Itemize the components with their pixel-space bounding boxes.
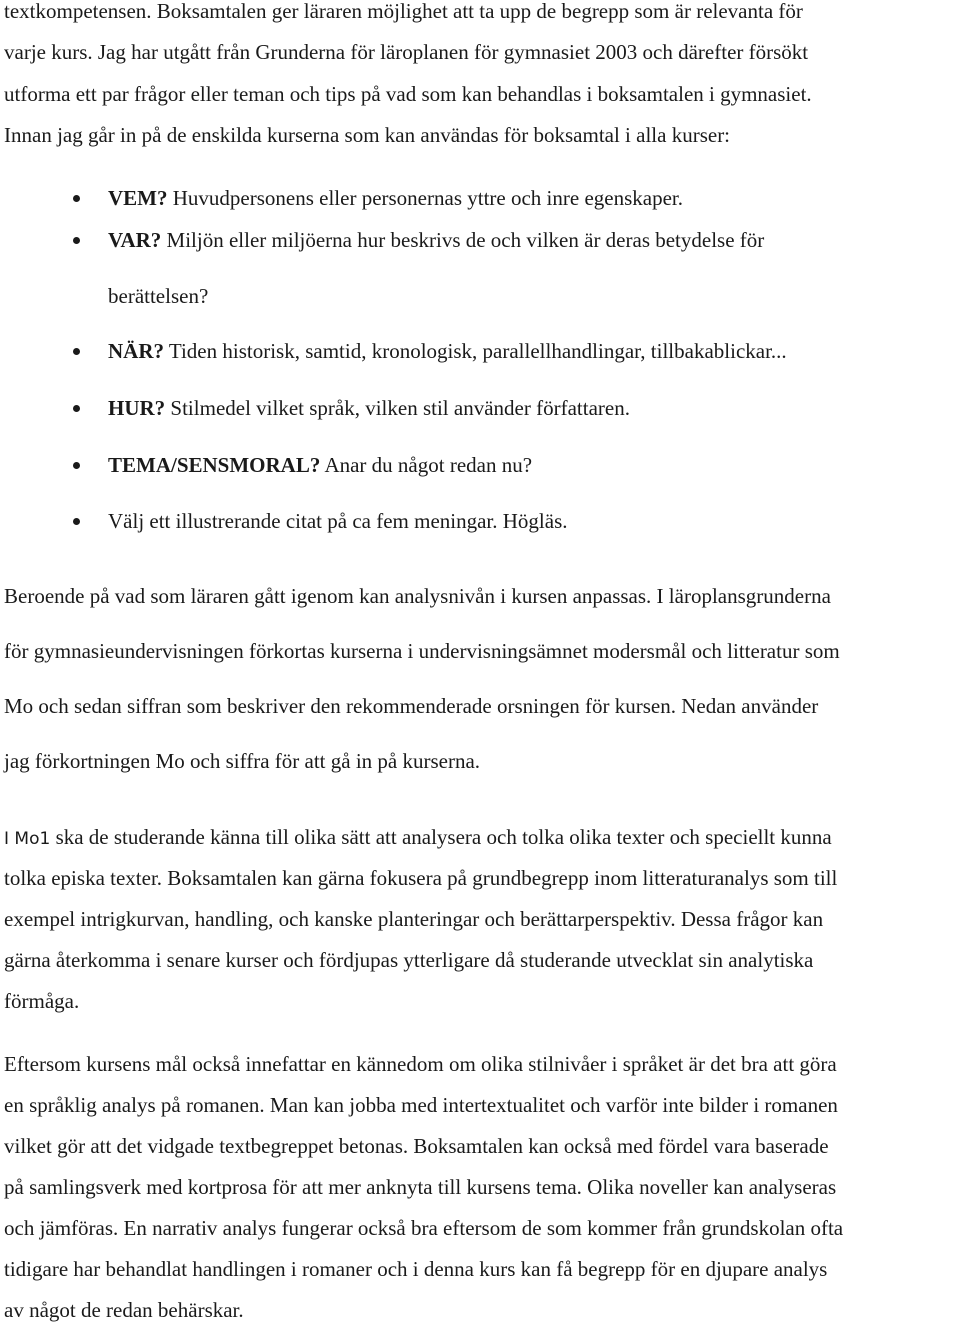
bullet-term: HUR?: [108, 396, 166, 420]
bullet-text: Stilmedel vilket språk, vilken stil använder författaren.: [165, 396, 630, 420]
bullet-item: [108, 511, 568, 532]
bullet-item: [108, 230, 764, 251]
bullet-term: NÄR?: [108, 339, 164, 363]
paragraph-line: förmåga.: [4, 989, 80, 1013]
bullet-text: Anar du något redan nu?: [320, 453, 533, 477]
paragraph-line: av något de redan behärskar.: [4, 1298, 244, 1322]
course-code: I Mo1: [4, 829, 51, 849]
bullet-term: VAR?: [108, 228, 162, 252]
bullet-dot: [73, 348, 80, 355]
paragraph-line: vilket gör att det vidgade textbegreppet betonas. Boksamtalen kan också med fördel vara baserade: [4, 1134, 829, 1158]
intro-line: Innan jag går in på de enskilda kurserna som kan användas för boksamtal i alla kurser:: [4, 123, 731, 147]
paragraph-text: ska de studerande känna till olika sätt att analysera och tolka olika texter och speciellt kunna: [50, 825, 832, 849]
paragraph-line: en språklig analys på romanen. Man kan jobba med intertextualitet och varför inte bilder i romanen: [4, 1093, 838, 1117]
intro-line: utforma ett par frågor eller teman och tips på vad som kan behandlas i boksamtalen i gymnasiet.: [4, 82, 812, 106]
bullet-dot: [73, 518, 80, 525]
bullet-item: [108, 398, 630, 419]
paragraph-line: för gymnasieundervisningen förkortas kurserna i undervisningsämnet modersmål och litteratur som: [4, 639, 840, 663]
paragraph-line: tidigare har behandlat handlingen i romaner och i denna kurs kan få begrepp för en djupare analys: [4, 1257, 828, 1281]
bullet-dot: [73, 195, 80, 202]
bullet-continuation: berättelsen?: [108, 284, 209, 308]
bullet-term: VEM?: [108, 186, 168, 210]
bullet-dot: [73, 405, 80, 412]
paragraph-line: tolka episka texter. Boksamtalen kan gärna fokusera på grundbegrepp inom litteraturanalys som till: [4, 866, 838, 890]
bullet-dot: [73, 237, 80, 244]
paragraph-line: exempel intrigkurvan, handling, och kanske planteringar och berättarperspektiv. Dessa frågor kan: [4, 907, 824, 931]
bullet-term: TEMA/SENSMORAL?: [108, 453, 321, 477]
paragraph-line: jag förkortningen Mo och siffra för att gå in på kurserna.: [4, 749, 481, 773]
bullet-text: Tiden historisk, samtid, kronologisk, parallellhandlingar, tillbakablickar...: [164, 339, 787, 363]
intro-line: varje kurs. Jag har utgått från Grunderna för läroplanen för gymnasiet 2003 och därefter försökt: [4, 40, 809, 64]
bullet-text: Huvudpersonens eller personernas yttre och inre egenskaper.: [167, 186, 683, 210]
bullet-dot: [73, 462, 80, 469]
paragraph-line: Beroende på vad som läraren gått igenom kan analysnivån i kursen anpassas. I läroplansgrunderna: [4, 584, 831, 608]
bullet-item: [108, 341, 787, 362]
bullet-text: Välj ett illustrerande citat på ca fem meningar. Högläs.: [108, 509, 568, 533]
paragraph-line: på samlingsverk med kortprosa för att mer anknyta till kursens tema. Olika noveller kan analyseras: [4, 1175, 837, 1199]
paragraph-line: och jämföras. En narrativ analys fungerar också bra eftersom de som kommer från grundskolan ofta: [4, 1216, 844, 1240]
paragraph-line: Mo och sedan siffran som beskriver den rekommenderade orsningen för kursen. Nedan använder: [4, 694, 819, 718]
paragraph-line: Eftersom kursens mål också innefattar en kännedom om olika stilnivåer i språket är det bra att göra: [4, 1052, 837, 1076]
paragraph-line: [4, 827, 832, 848]
paragraph-line: gärna återkomma i senare kurser och fördjupas ytterligare då studerande utvecklat sin analytiska: [4, 948, 814, 972]
bullet-item: [108, 455, 532, 476]
intro-line: textkompetensen. Boksamtalen ger läraren möjlighet att ta upp de begrepp som är relevanta för: [4, 0, 803, 23]
bullet-item: [108, 188, 683, 209]
bullet-text: Miljön eller miljöerna hur beskrivs de och vilken är deras betydelse för: [161, 228, 765, 252]
